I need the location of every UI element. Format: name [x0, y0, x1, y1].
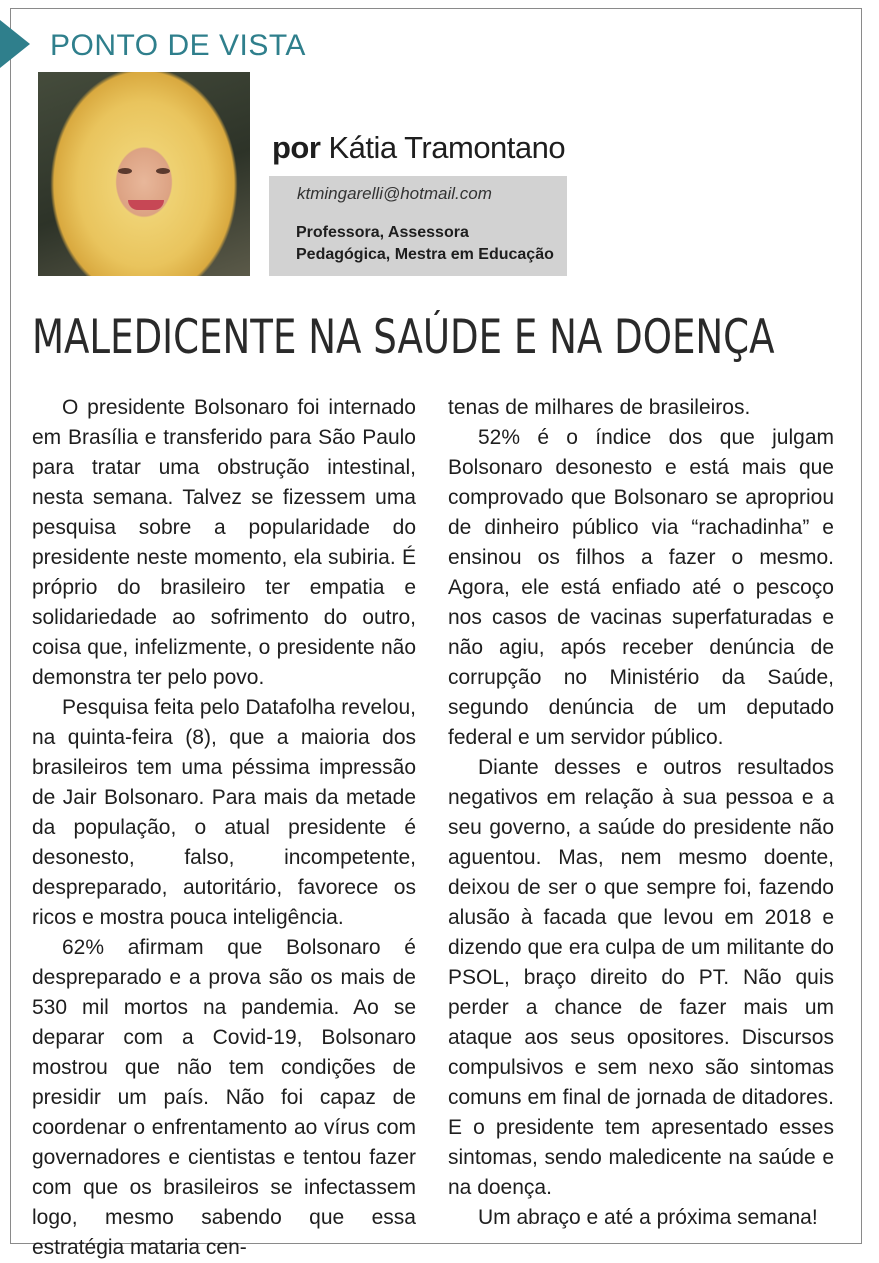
photo-eye-left [118, 168, 132, 174]
paragraph: 52% é o índice dos que julgam Bolsonaro desonesto e está mais que comprovado que Bolsonaro se apropriou de dinheiro público via “rachadinha” e ensinou os filhos a fazer o mesmo. Agora, ele está enfiado até o pescoço nos casos de vacinas superfaturadas e não agiu, após receber denúncia de corrupção no Ministério da Saúde, segundo denúncia de um deputado federal e um servidor público. [448, 426, 834, 749]
paragraph: O presidente Bolsonaro foi internado em Brasília e transferido para São Paulo para tratar uma obstrução intestinal, nesta semana. Talvez se fizessem uma pesquisa sobre a popularidade do presidente neste momento, ela subiria. É próprio do brasileiro ter empatia e solidariedade ao sofrimento do outro, coisa que, infelizmente, o presidente não demonstra ter pelo povo. [32, 396, 416, 689]
byline-prefix: por [272, 130, 321, 165]
column-left [32, 393, 416, 1263]
photo-smile [128, 200, 164, 210]
author-photo [38, 72, 250, 276]
column-right [448, 393, 834, 1233]
author-email[interactable]: ktmingarelli@hotmail.com [297, 184, 492, 203]
section-title: PONTO DE VISTA [50, 29, 306, 62]
author-role-line: Professora, Assessora [296, 224, 469, 241]
author-byline [272, 128, 565, 168]
section-marker-icon [0, 20, 30, 68]
author-name: Kátia Tramontano [328, 130, 566, 165]
closing-line: Um abraço e até a próxima semana! [478, 1206, 818, 1229]
author-role [296, 222, 554, 266]
photo-eye-right [156, 168, 170, 174]
paragraph-continuation: tenas de milhares de brasileiros. [448, 396, 751, 419]
author-info-box [269, 176, 567, 276]
paragraph: Diante desses e outros resultados negativos em relação à sua pessoa e a seu governo, a saúde do presidente não aguentou. Mas, nem mesmo doente, deixou de ser o que sempre foi, fazendo alusão à facada que levou em 2018 e dizendo que era culpa de um militante do PSOL, braço direito do PT. Não quis perder a chance de fazer mais um ataque aos seus opositores. Discursos compulsivos e sem nexo são sintomas comuns em final de jornada de ditadores. E o presidente tem apresentado esses sintomas, sendo maledicente na saúde e na doença. [448, 756, 834, 1199]
paragraph: Pesquisa feita pelo Datafolha revelou, na quinta-feira (8), que a maioria dos brasileiros tem uma péssima impressão de Jair Bolsonaro. Para mais da metade da população, o atual presidente é desonesto, falso, incompetente, despreparado, autoritário, favorece os ricos e mostra pouca inteligência. [32, 696, 416, 929]
paragraph: 62% afirmam que Bolsonaro é despreparado e a prova são os mais de 530 mil mortos na pandemia. Ao se deparar com a Covid-19, Bolsonaro mostrou que não tem condições de presidir um país. Não foi capaz de coordenar o enfrentamento ao vírus com governadores e cientistas e tentou fazer com que os brasileiros se infectassem logo, mesmo sabendo que essa estratégia mataria cen- [32, 936, 416, 1259]
headline: MALEDICENTE NA SAÚDE E NA DOENÇA [32, 310, 775, 365]
author-role-line: Pedagógica, Mestra em Educação [296, 246, 554, 263]
